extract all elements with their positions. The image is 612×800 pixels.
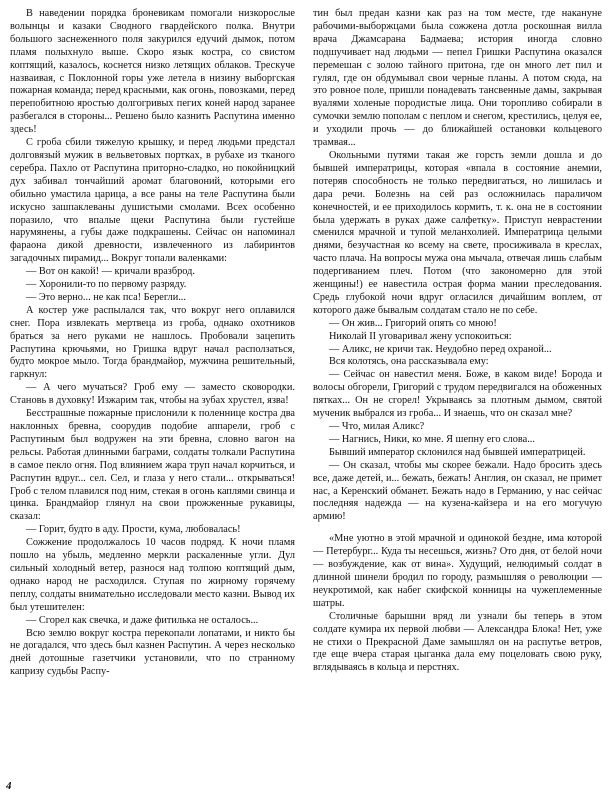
paragraph: Всю землю вокруг костра перекопали лопатами, и никто бы не догадался, что здесь был казнен Распутин. А через несколько дней дотошные газетчики установили, что по странному капризу судьбы Распу- [10, 627, 295, 678]
dialogue-line: — Он жив... Григорий опять со мною! [329, 317, 497, 329]
dialogue-line: — Вот он какой! — кричали вразброд. [26, 266, 195, 278]
left-column [10, 8, 295, 782]
paragraph: А костер уже распылался так, что вокруг него оплавился снег. Пора извлекать мертвеца из гроба, однако охотников браться за него руками не нашлось. Пробовали зацепить Распутина крючьями, но Гришка вдруг начал расползаться, будто мокрое мыло. Тогда брандмайор, мужчина решительный, гаркнул: [10, 304, 295, 381]
paragraph: Столичные барышни вряд ли узнали бы теперь в этом солдате кумира их первой любви — Александра Блока! Нет, уже не стихи о Прекрасной Даме замышлял он на распутье ветров, где еще вчера старая цыганка дала ему поцеловать свою руку, вглядываясь в кольца и перстнях. [313, 610, 602, 674]
paragraph: С гроба сбили тяжелую крышку, и перед людьми предстал долговязый мужик в вельветовых портках, в рубахе из тканого серебра. Пахло от Распутина приторно-сладко, но покойницкий дух забивал тончайший аромат благовоний, которыми его обильно умастила царица, а все раны на теле Распутина были искусно зашпаклеваны душистыми смолами. Всех особенно поразило, что впалые щеки Распутина были густейше нарумянены, а губы даже подкрашены. Сейчас он напоминал фараона дикой древности, извлеченного из лабиринтов загадочных пирамид... Вокруг топали валенками: [10, 137, 295, 265]
right-column [313, 8, 602, 782]
dialogue-line: — Сейчас он навестил меня. Боже, в каком виде! Борода и волосы обгорели, Григорий с трудом передвигался на обоженных пятках... Он не сгорел! Укрываясь за плотным дымом, святой мученик выбрался из гроба... И знаешь, что он сказал мне? [313, 369, 602, 420]
dialogue-line: — Горит, будто в аду. Прости, кума, любовалась! [26, 524, 241, 536]
dialogue-line: — Он сказал, чтобы мы скорее бежали. Надо бросить здесь все, даже детей, и... бежать, бежать! Англия, он сказал, не примет нас, а Керенский обманет. Бежать надо в Германию, у нас сейчас последняя надежда — на кузена-кайзера и на его могучую армию! [313, 459, 602, 523]
page-number: 4 [6, 780, 12, 792]
dialogue-line: — Хоронили-то по первому разряду. [26, 279, 187, 291]
dialogue-line: — Аликс, не кричи так. Неудобно перед охраной... [329, 343, 552, 355]
paragraph: «Мне уютно в этой мрачной и одинокой бездне, има которой — Петербург... Куда ты несешься, жизнь? Ото дня, от белой ночи — возбуждение, как от вина». Худущий, нелюдимый солдат в длинной шинели бродил по городу, размышляя о революции — неукротимой, как набег скифской конницы на чужеплеменные шатры. [313, 533, 602, 609]
dialogue-line: — Что, милая Аликс? [329, 421, 425, 432]
paragraph: Сожжение продолжалось 10 часов подряд. К ночи пламя пошло на убыль, медленно меркли раскаленные угли. Дул сильный холодный ветер, разнося над толпою коптящий дым, однако народ не расходился. Ступая по жирному горячему пеплу, солдаты внимательно исследовали место казни. Вывод их был утешителен: [10, 537, 295, 613]
paragraph: Вся колотясь, она рассказывала ему: [329, 356, 489, 368]
paragraph: Бесстрашные пожарные прислонили к поленнице костра два наклонных бревна, соорудив подобие аппарели, гроб с Распутиным был водружен на эти бревна, словно вагон на рельсы. Работая длинными баграми, солдаты толкали Распутина в самое пекло огня. Под влиянием жара труп начал корчиться, и Распутин вдруг... сел. Сел, и глаза у него стали... открываться! Гроб с телом плавился под ним, стекая в огонь каплями свинца и цинка. Брандмайор глянул на свои прожженные рукавицы, сказал: [10, 408, 295, 523]
paragraph: В наведении порядка броневикам помогали низкорослые волынцы и казаки Сводного гвардейского полка. Внутри большого заснеженного поля закурился едучий дымок, потом пламя полыхнуло выше. Скоро язык костра, со свистом коптящий, казалось, коснется низко летящих облаков. Трескуче назваивая, с Поклонной горы уже летела в низину выборгская пожарная команда; перед красными, как огонь, повозками, перед перепобитною яростью долгогривых пегих коней народ заранее разбегался в стороны... Решено было казнить Распутина именно здесь! [10, 8, 295, 136]
dialogue-line: — Нагнись, Ники, ко мне. Я шепну его слова... [329, 433, 535, 445]
paragraph: Окольными путями такая же горсть земли дошла и до бывшей императрицы, которая «впала в состояние анемии, потеряв способность не только передвигаться, но лишилась и дара речи. Болезнь на сей раз осложнилась параличом конечностей, и ее приходилось кормить, т. к. она не в состоянии была удержать в руках даже салфетку». Приступ неврастении сменился мрачной и тупой меланхолией. Императрица целыми днями, безучастная ко всему на свете, просиживала в креслах, часто плача. На вопросы мужа она мычала, отвечая лишь слабым подергиванием плеч. Потом (что закономерно для этой женщины!) ее навестила острая форма мании преследования. Средь глубокой ночи вдруг огласился дичайшим воплем, от которого даже бывалым солдатам стало не по себе. [313, 149, 602, 316]
dialogue-line: — Это верно... не как пса! Берегли... [26, 291, 186, 303]
dialogue-line: — А чего мучаться? Гроб ему — заместо сковородки. Становь в духовку! Изжарим так, чтобы на зубах хрустел, язва! [10, 382, 295, 407]
paragraph: тин был предан казни как раз на том месте, где накануне рабочими-выборжцами была сожжена дотла роскошная вилла врача Джамсарана Бадмаева; история иногда словно подшучивает над людьми — пепел Гришки Распутина оказался перемешан с золою тайного притона, где он много лет пил и гулял, где он обдумывал свои черные планы. А потом сюда, на это ровное поле, пришли понадевать тансвенные дамы, закрывая вуалями холеные породистые лица. Они торопливо собирали в сумочки землю пополам с пеплом и снегом, крестились, целуя ее, и уходили прочь — до ближайшей остановки кольцевого трамвая... [313, 8, 602, 149]
paragraph: Бывший император склонился над бывшей императрицей. [329, 446, 586, 458]
paragraph: Николай II уговаривал жену успокоиться: [329, 330, 512, 342]
dialogue-line: — Сгорел как свечка, и даже фитилька не осталось... [26, 614, 259, 626]
